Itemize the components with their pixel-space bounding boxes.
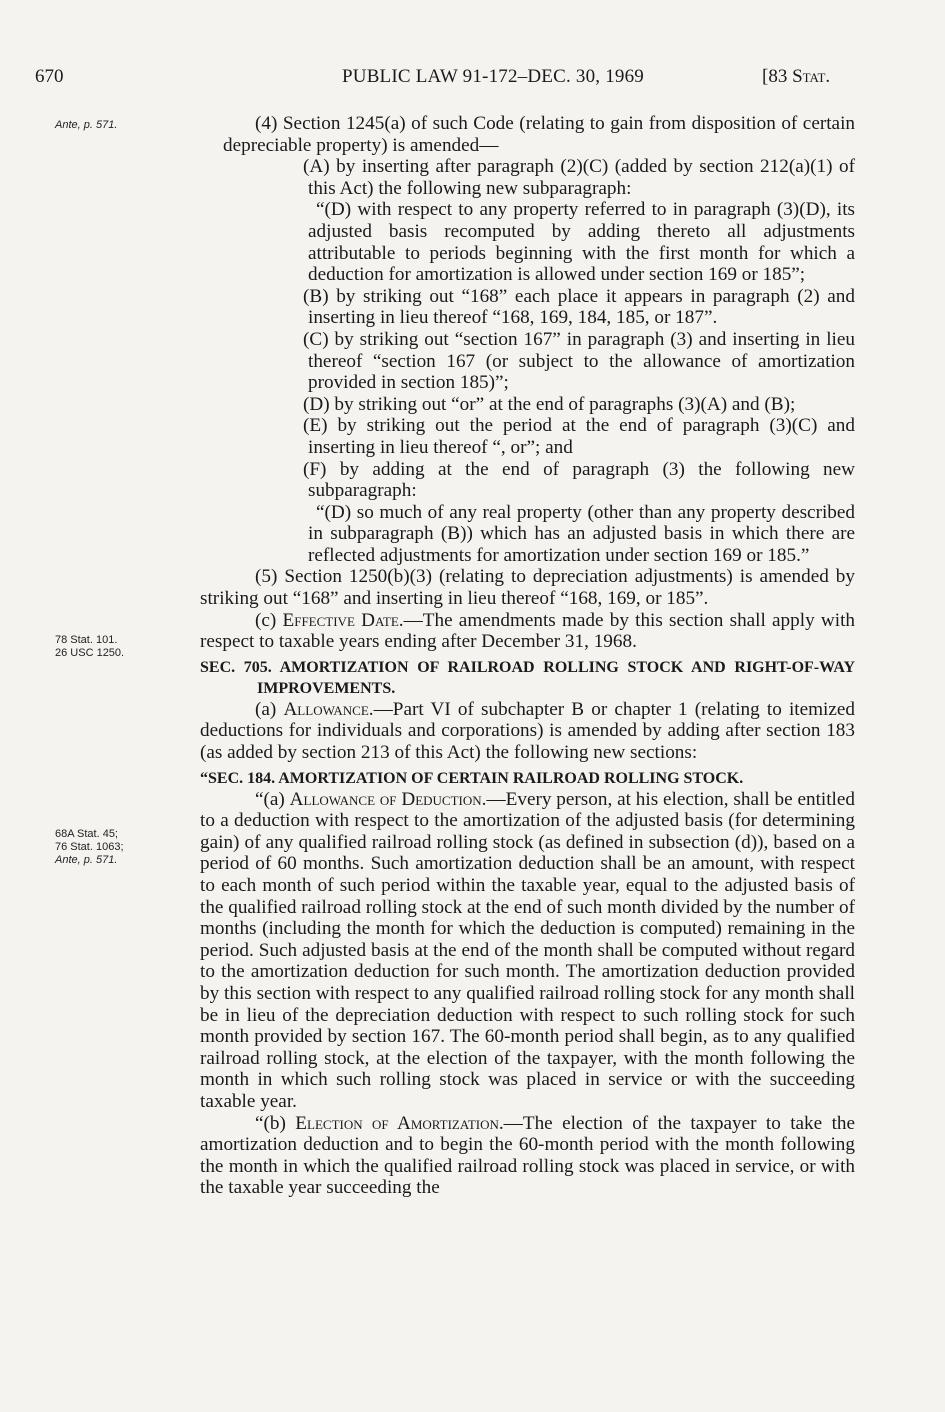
header-title: PUBLIC LAW 91-172–DEC. 30, 1969 xyxy=(342,66,644,87)
section-184-a: “(a) Allowance of Deduction.—Every person, at his election, shall be entitled to a deduction with respect to the amortization of the adjusted basis (for determining gain) of any qualified railroad rolling stock (as defined in subsection (d)), based on a period of 60 months. Such amortization deduction shall be an amount, with respect to each month of such period within the taxable year, equal to the adjusted basis of the qualified railroad rolling stock at the end of such month divided by the number of months (including the month for which the deduction is computed) remaining in the period. Such adjusted basis at the end of the month shall be computed without regard to the amortization deduction for such month. The amortization deduction provided by this section with respect to any qualified railroad rolling stock for any month shall be in lieu of the depreciation deduction with respect to such rolling stock for such month provided by section 167. The 60-month period shall begin, as to any qualified railroad rolling stock, at the election of the taxpayer, with the month following the month in which such rolling stock was placed in service or with the succeeding taxable year. xyxy=(200,788,855,1112)
section-705-heading: SEC. 705. AMORTIZATION OF RAILROAD ROLLING STOCK AND RIGHT-OF-WAY IMPROVEMENTS. xyxy=(200,658,855,697)
paragraph-4-b: (B) by striking out “168” each place it appears in paragraph (2) and inserting in lieu thereof “168, 169, 184, 185, or 187”. xyxy=(303,285,855,329)
header-stat: [83 Stat. xyxy=(762,66,831,87)
margin-note-68a-stat: 68A Stat. 45; 76 Stat. 1063; Ante, p. 571. xyxy=(55,828,124,866)
run-in-heading: Allowance of Deduction. xyxy=(289,788,487,810)
margin-note-ante-571: Ante, p. 571. xyxy=(55,119,118,131)
margin-note-78-stat: 78 Stat. 101. 26 USC 1250. xyxy=(55,634,125,659)
section-184-heading: “SEC. 184. AMORTIZATION OF CERTAIN RAILROAD ROLLING STOCK. xyxy=(200,769,744,787)
paragraph-4-a: (A) by inserting after paragraph (2)(C) (added by section 212(a)(1) of this Act) the following new subparagraph: xyxy=(303,156,855,199)
subsection-c-effective-date: (c) Effective Date.—The amendments made by this section shall apply with respect to taxable years ending after December 31, 1968. xyxy=(200,609,855,653)
paragraph-5: (5) Section 1250(b)(3) (relating to depreciation adjustments) is amended by striking out “168” and inserting in lieu thereof “168, 169, or 185”. xyxy=(200,566,855,610)
paragraph-4-c: (C) by striking out “section 167” in paragraph (3) and inserting in lieu thereof “section 167 (or subject to the allowance of amortization provided in section 185)”; xyxy=(303,328,855,394)
paragraph-4-d: (D) by striking out “or” at the end of paragraphs (3)(A) and (B); xyxy=(303,393,796,415)
paragraph-4-f-quote-d: “(D) so much of any real property (other than any property described in subparagraph (B)) which has an adjusted basis in which there are reflected adjustments for amortization under section 169 or 185.” xyxy=(308,501,855,566)
paragraph-4-e: (E) by striking out the period at the end of paragraph (3)(C) and inserting in lieu thereof “, or”; and xyxy=(303,415,855,458)
run-in-heading: Allowance. xyxy=(283,698,374,720)
page-number: 670 xyxy=(35,66,64,87)
main-body-text xyxy=(200,113,855,1199)
paragraph-4: (4) Section 1245(a) of such Code (relating to gain from disposition of certain depreciable property) is amended— xyxy=(223,113,855,156)
run-in-heading: Election of Amortization. xyxy=(295,1112,504,1134)
running-header xyxy=(0,66,945,96)
paragraph-4-f: (F) by adding at the end of paragraph (3) the following new subparagraph: xyxy=(303,458,855,502)
subsection-a-allowance: (a) Allowance.—Part VI of subchapter B or chapter 1 (relating to itemized deductions for individuals and corporations) is amended by adding after section 183 (as added by section 213 of this Act) the following new sections: xyxy=(200,698,855,764)
paragraph-4-a-quote-d: “(D) with respect to any property referred to in paragraph (3)(D), its adjusted basis recomputed by adding thereto all adjustments attributable to periods beginning with the first month for which a deduction for amortization is allowed under section 169 or 185”; xyxy=(308,199,855,286)
run-in-heading: Effective Date. xyxy=(282,609,404,631)
section-184-b: “(b) Election of Amortization.—The election of the taxpayer to take the amortization deduction and to begin the 60-month period with the month following the month in which the qualified railroad rolling stock was placed in service, or with the taxable year succeeding the xyxy=(200,1112,856,1199)
